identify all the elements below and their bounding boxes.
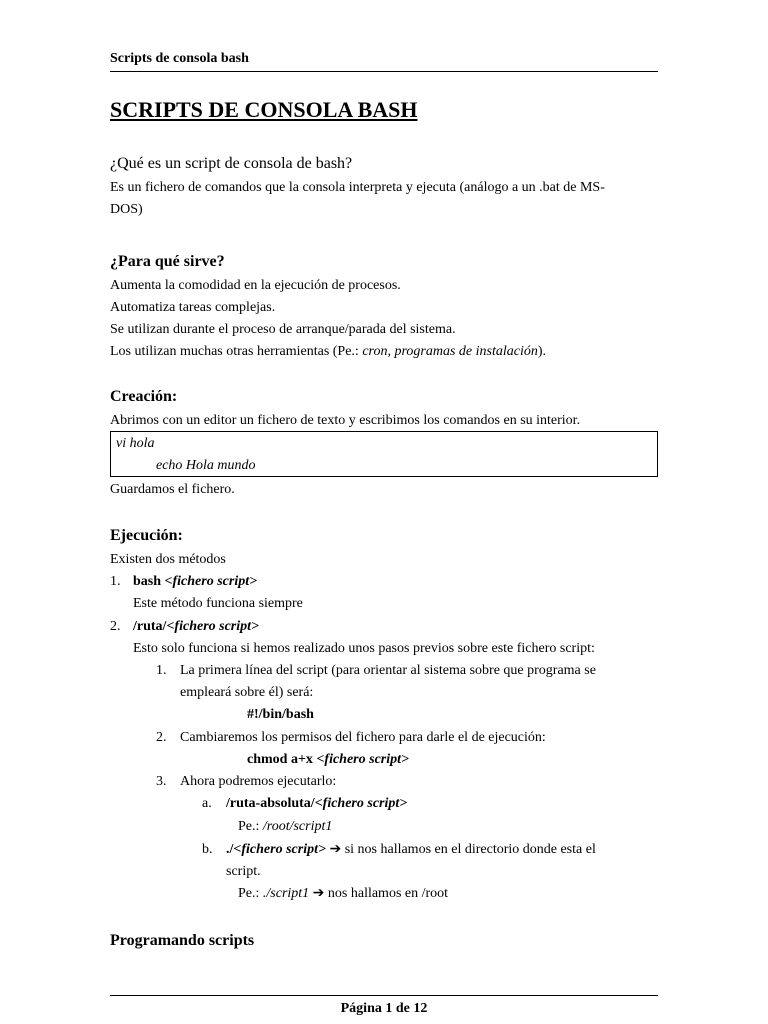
item1-command: bash xyxy=(133,574,165,589)
alpha-item-letter: a. xyxy=(202,796,212,811)
creacion-line1: Abrimos con un editor un fichero de texto y escribimos los comandos en su interior. xyxy=(110,413,581,428)
alpha-item-letter: b. xyxy=(202,842,213,857)
b-example-label: Pe.: xyxy=(238,886,263,901)
a-example xyxy=(238,816,332,838)
para-que-line4-prefix: Los utilizan muchas otras herramientas (Pe.: xyxy=(110,344,363,359)
a-example-label: Pe.: xyxy=(238,819,263,834)
sub2-line: Cambiaremos los permisos del fichero para darle el de ejecución: xyxy=(180,730,546,745)
section-heading-creacion: Creación: xyxy=(110,388,178,405)
section-heading-para-que: ¿Para qué sirve? xyxy=(110,253,225,270)
running-header: Scripts de consola bash xyxy=(110,51,249,66)
list-item-number: 2. xyxy=(110,619,121,634)
arrow-icon: ➔ xyxy=(325,842,345,857)
code-line2: echo Hola mundo xyxy=(156,458,256,473)
para-que-line4-suffix: ). xyxy=(537,344,547,359)
header-divider xyxy=(110,71,658,72)
para-que-line2: Automatiza tareas complejas. xyxy=(110,300,276,315)
sublist-item-number: 3. xyxy=(156,774,167,789)
section-heading-programando: Programando scripts xyxy=(110,932,255,949)
b-rest: si nos hallamos en el directorio donde esta el xyxy=(344,842,596,857)
a-argument: <fichero script> xyxy=(314,796,408,811)
sub2-code-command: chmod a+x xyxy=(247,752,317,767)
arrow-icon: ➔ xyxy=(309,886,328,901)
intro-answer-line1: Es un fichero de comandos que la consola interpreta y ejecuta (análogo a un .bat de MS- xyxy=(110,180,605,195)
item2-description: Esto solo funciona si hemos realizado unos pasos previos sobre este fichero script: xyxy=(133,641,595,656)
creacion-line2: Guardamos el fichero. xyxy=(110,482,235,497)
alpha-item-b xyxy=(226,839,596,861)
sub1-line1: La primera línea del script (para orientar al sistema sobre que programa se xyxy=(180,663,596,678)
b-example-rest: nos hallamos en /root xyxy=(327,886,449,901)
code-box xyxy=(110,431,658,477)
list-item-number: 1. xyxy=(110,574,121,589)
intro-answer-line2: DOS) xyxy=(110,202,143,217)
footer-divider xyxy=(110,995,658,996)
code-line1: vi hola xyxy=(116,436,155,451)
a-path: /ruta-absoluta/ xyxy=(226,796,315,811)
sublist-item-number: 1. xyxy=(156,663,167,678)
b-line2: script. xyxy=(226,864,261,879)
b-path: ./ xyxy=(226,842,234,857)
sub1-code: #!/bin/bash xyxy=(247,707,314,722)
para-que-line3: Se utilizan durante el proceso de arranque/parada del sistema. xyxy=(110,322,456,337)
sub1-line2: empleará sobre él) será: xyxy=(180,685,314,700)
page-number: Página 1 de 12 xyxy=(340,1001,428,1016)
sublist-item-number: 2. xyxy=(156,730,167,745)
para-que-line1: Aumenta la comodidad en la ejecución de procesos. xyxy=(110,278,401,293)
list-item-1 xyxy=(133,571,257,593)
intro-question: ¿Qué es un script de consola de bash? xyxy=(110,155,353,172)
b-example-value: ./script1 xyxy=(262,886,310,901)
item2-command: /ruta/ xyxy=(133,619,167,634)
sub3-line: Ahora podremos ejecutarlo: xyxy=(180,774,337,789)
b-example xyxy=(238,883,448,905)
ejecucion-intro: Existen dos métodos xyxy=(110,552,226,567)
para-que-line4 xyxy=(110,341,546,363)
sub2-code xyxy=(247,749,409,771)
alpha-item-a xyxy=(226,793,407,815)
section-heading-ejecucion: Ejecución: xyxy=(110,527,183,544)
sub2-code-argument: <fichero script> xyxy=(316,752,409,767)
a-example-value: /root/script1 xyxy=(262,819,333,834)
item2-argument: <fichero script> xyxy=(166,619,260,634)
b-argument: <fichero script> xyxy=(233,842,326,857)
item1-argument: <fichero script> xyxy=(164,574,258,589)
document-title: SCRIPTS DE CONSOLA BASH xyxy=(110,97,418,122)
list-item-2 xyxy=(133,616,259,638)
item1-description: Este método funciona siempre xyxy=(133,596,303,611)
para-que-line4-italic: cron, programas de instalación xyxy=(362,344,538,359)
